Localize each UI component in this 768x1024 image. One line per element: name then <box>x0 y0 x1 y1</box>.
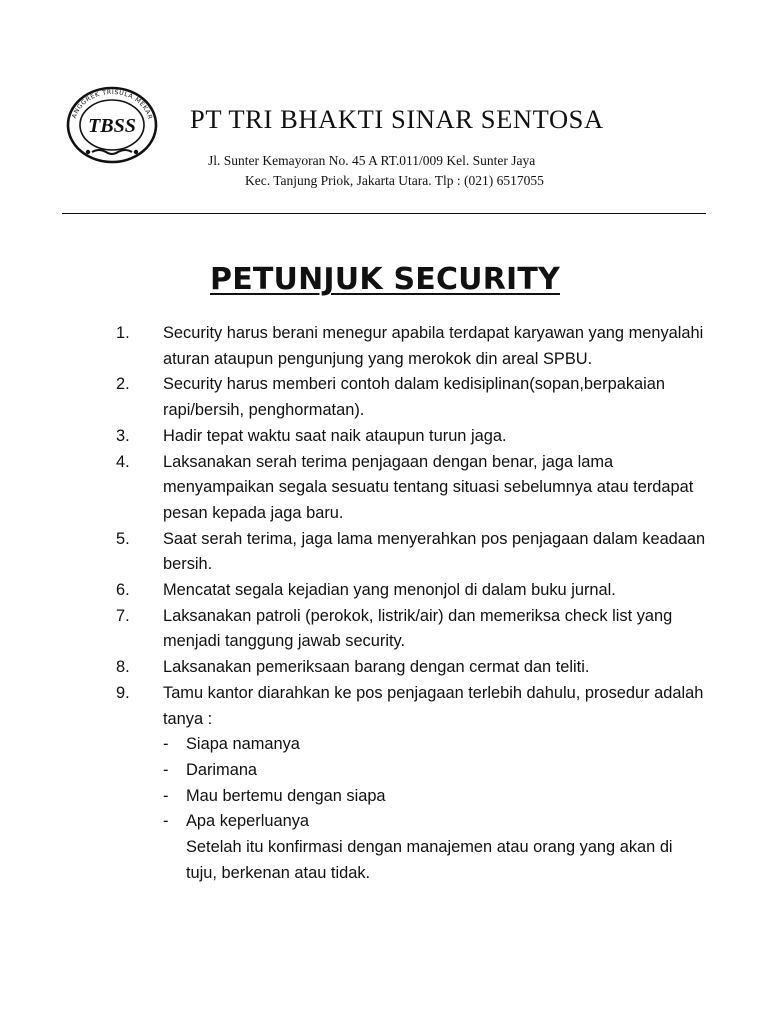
visitor-questions-list <box>163 732 706 835</box>
company-name: PT TRI BHAKTI SINAR SENTOSA <box>190 104 604 134</box>
letterhead <box>0 0 768 230</box>
dash-bullet: - <box>163 760 169 779</box>
list-item <box>116 527 706 578</box>
item-number: 7. <box>116 606 130 625</box>
sub-list-item <box>163 809 706 835</box>
company-address-line-1: Jl. Sunter Kemayoran No. 45 A RT.011/009 Kel. Sunter Jaya <box>208 153 536 168</box>
sub-list-item <box>163 784 706 810</box>
list-item <box>116 604 706 655</box>
sub-item-text: Siapa namanya <box>186 735 300 754</box>
list-item <box>116 655 706 681</box>
list-item <box>116 372 706 423</box>
company-logo <box>66 86 158 166</box>
logo-text: TBSS <box>88 115 136 137</box>
item-number: 6. <box>116 581 130 600</box>
sub-item-text: Apa keperluanya <box>186 812 310 831</box>
item-text: Tamu kantor diarahkan ke pos penjagaan terlebih dahulu, prosedur adalah tanya : <box>163 683 704 728</box>
document-title: PETUNJUK SECURITY <box>210 262 560 297</box>
item-text: Security harus memberi contoh dalam kedisiplinan(sopan,berpakaian rapi/bersih, penghormatan). <box>163 375 666 420</box>
item-number: 2. <box>116 375 130 394</box>
item-text: Mencatat segala kejadian yang menonjol di dalam buku jurnal. <box>163 581 616 600</box>
sub-list-item <box>163 758 706 784</box>
instruction-list <box>116 321 706 886</box>
item-text: Security harus berani menegur apabila terdapat karyawan yang menyalahi aturan ataupun pengunjung yang merokok din areal SPBU. <box>163 324 704 368</box>
item-text: Hadir tepat waktu saat naik ataupun turun jaga. <box>163 426 507 445</box>
item-number: 3. <box>116 426 130 445</box>
list-item <box>116 681 706 887</box>
item-text: Saat serah terima, jaga lama menyerahkan pos penjagaan dalam keadaan bersih. <box>163 529 706 574</box>
item-text: Laksanakan serah terima penjagaan dengan benar, jaga lama menyampaikan segala sesuatu tentang situasi sebelumnya atau terdapat pesan kepada jaga baru. <box>163 452 694 522</box>
list-item <box>116 321 706 372</box>
dash-bullet: - <box>163 786 169 805</box>
item-number: 9. <box>116 683 130 702</box>
company-address-line-2: Kec. Tanjung Priok, Jakarta Utara. Tlp : (021) 6517055 <box>245 173 544 188</box>
item-number: 1. <box>116 324 130 342</box>
item-text: Laksanakan patroli (perokok, listrik/air) dan memeriksa check list yang menjadi tanggung jawab security. <box>163 606 673 651</box>
dash-bullet: - <box>163 812 169 831</box>
sub-item-text: Darimana <box>186 760 258 779</box>
list-item <box>116 450 706 527</box>
logo-ring-text: ANGGREK TRISULA MEKAR <box>70 88 154 121</box>
sub-list-item <box>163 732 706 758</box>
item-number: 5. <box>116 529 130 548</box>
item-number: 8. <box>116 658 130 677</box>
item-text: Laksanakan pemeriksaan barang dengan cermat dan teliti. <box>163 658 590 677</box>
closing-text: Setelah itu konfirmasi dengan manajemen atau orang yang akan di tuju, berkenan atau tidak. <box>186 838 673 882</box>
dash-bullet: - <box>163 735 169 754</box>
list-item <box>116 424 706 450</box>
list-item <box>116 578 706 604</box>
letterhead-divider <box>62 213 706 214</box>
item-number: 4. <box>116 452 130 471</box>
sub-item-text: Mau bertemu dengan siapa <box>186 786 386 805</box>
